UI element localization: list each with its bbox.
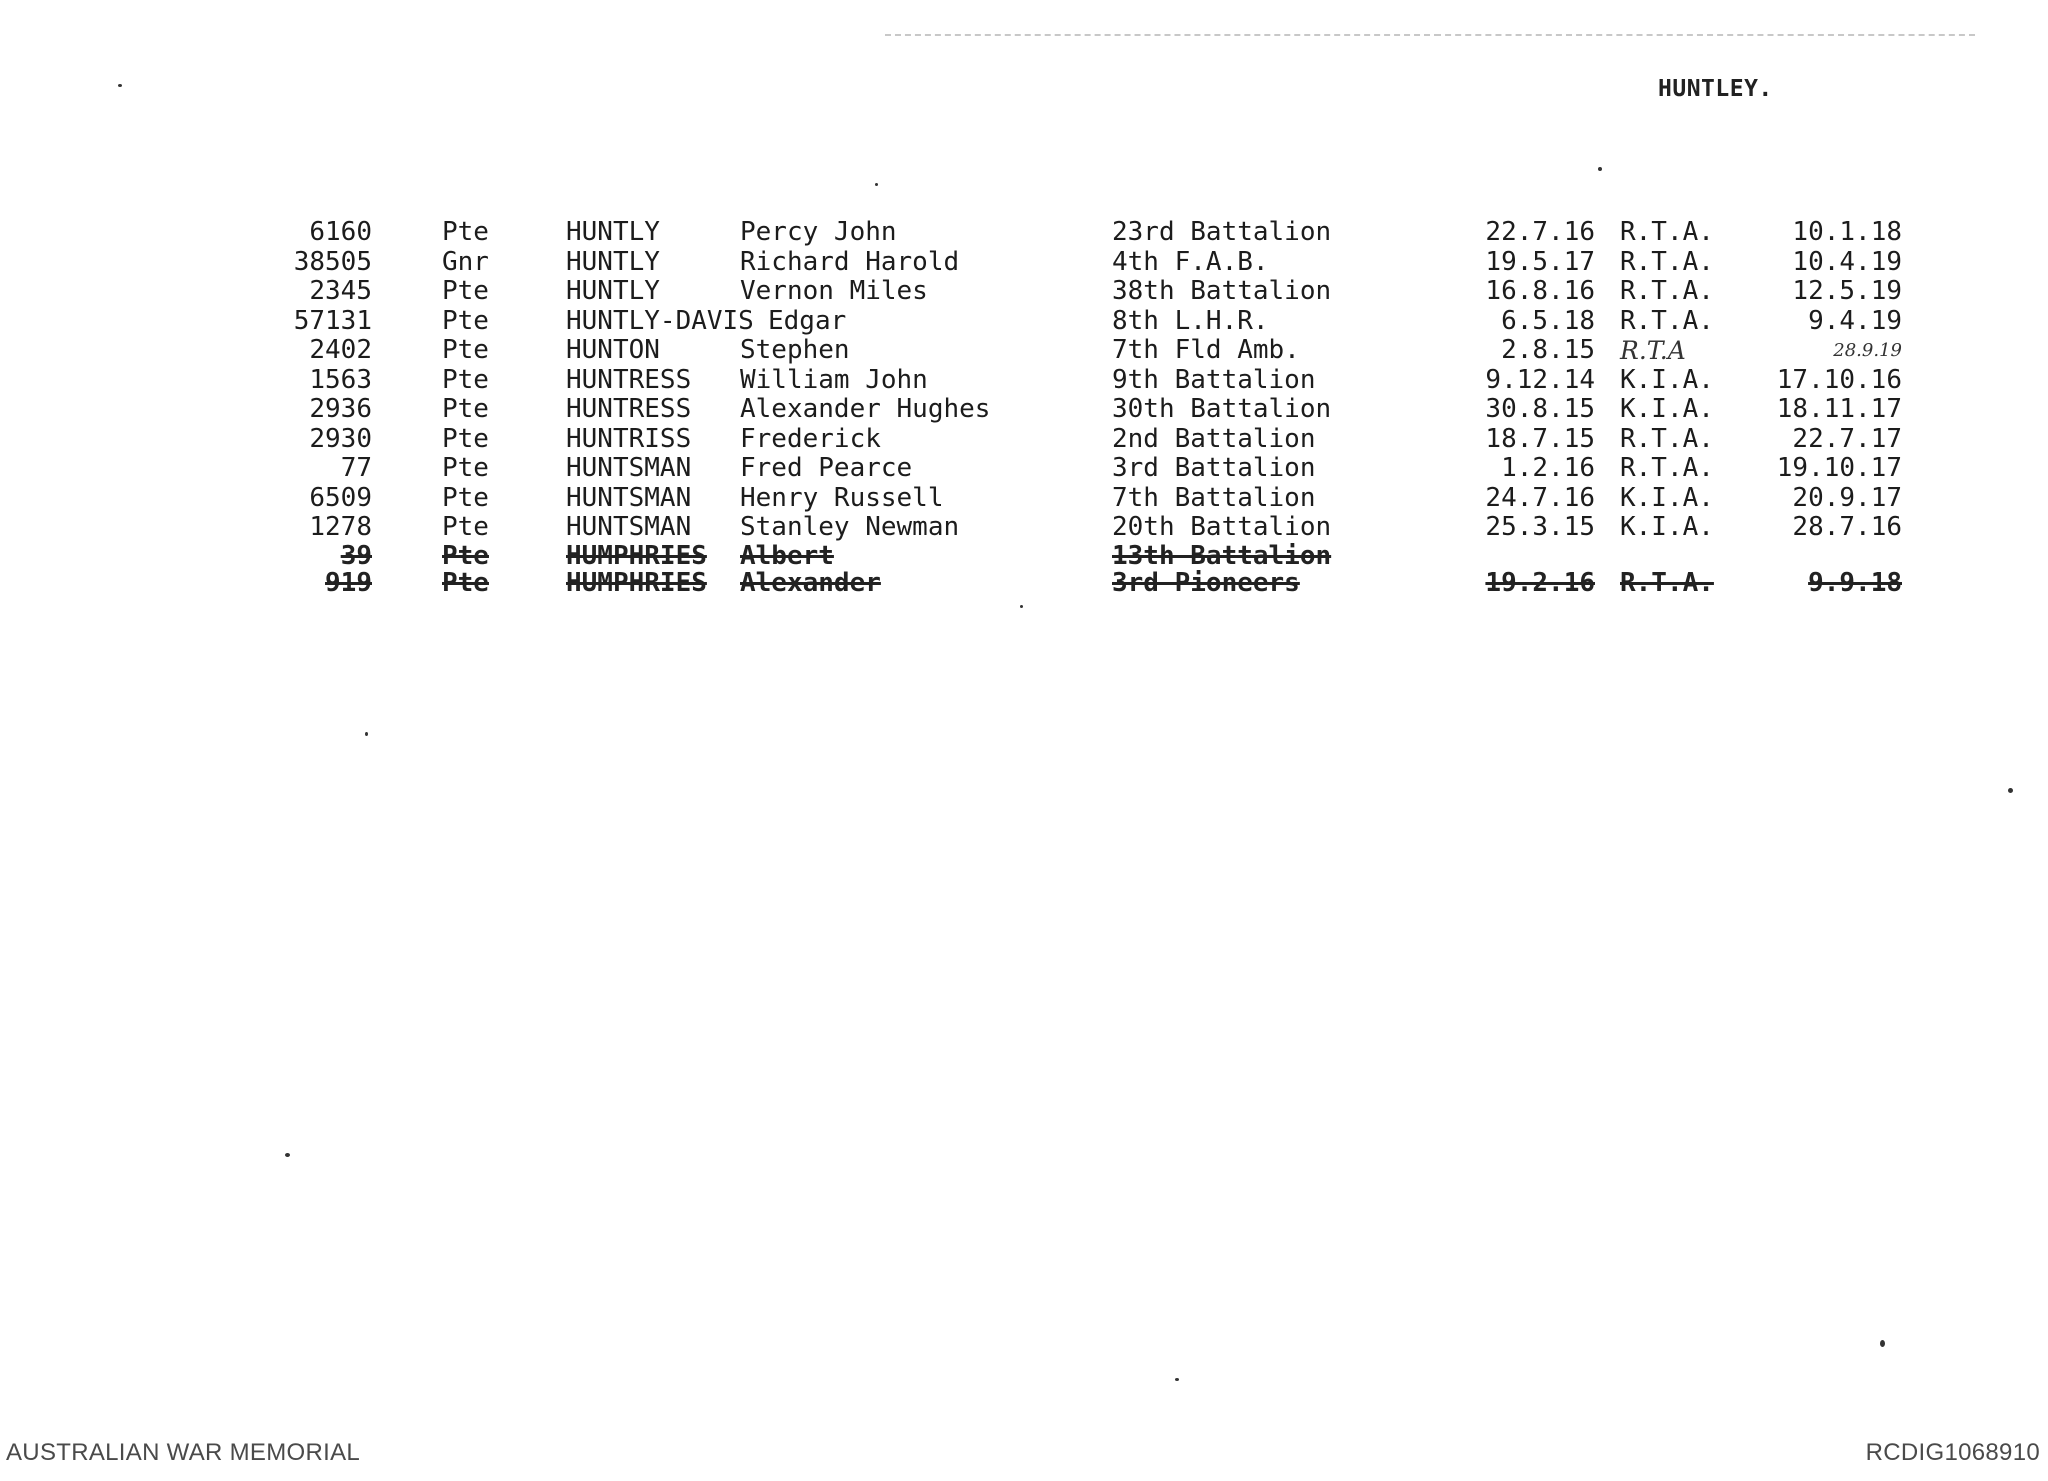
- fate: R.T.A.: [1620, 276, 1714, 306]
- fate: R.T.A.: [1620, 423, 1714, 454]
- fate-date: 9.9.18: [1808, 567, 1902, 598]
- service-number: 919: [325, 567, 372, 598]
- given-names: Frederick: [740, 423, 881, 454]
- service-number: 2930: [309, 423, 372, 454]
- fate-handwritten: R.T.A: [1620, 336, 1686, 365]
- fate: K.I.A.: [1620, 482, 1714, 513]
- surname: HUNTSMAN: [566, 453, 692, 483]
- scan-speck: [1880, 1340, 1885, 1347]
- surname: HUNTRESS: [566, 394, 692, 424]
- given-names: Edgar: [768, 305, 847, 336]
- rank: Pte: [442, 482, 489, 513]
- surname: HUNTLY: [566, 246, 660, 277]
- service-number: 1278: [309, 512, 372, 542]
- unit: 9th Battalion: [1112, 364, 1316, 395]
- service-number: 1563: [309, 364, 372, 395]
- rank: Pte: [442, 540, 489, 571]
- enlistment-date: 2.8.15: [1501, 335, 1595, 365]
- given-names: Henry Russell: [740, 482, 944, 513]
- scan-speck: [875, 183, 878, 186]
- scan-speck: [1020, 605, 1023, 608]
- fate: R.T.A.: [1620, 453, 1714, 483]
- unit: 20th Battalion: [1112, 512, 1332, 542]
- surname: HUNTRESS: [566, 364, 692, 395]
- given-names: Alexander Hughes: [740, 394, 991, 424]
- enlistment-date: 6.5.18: [1501, 305, 1595, 336]
- top-rule: [885, 34, 1440, 36]
- fate-date: 20.9.17: [1792, 482, 1902, 513]
- unit: 4th F.A.B.: [1112, 246, 1269, 277]
- page-heading: HUNTLEY.: [1658, 76, 1773, 102]
- unit: 13th Battalion: [1112, 540, 1332, 571]
- rank: Pte: [442, 453, 489, 483]
- fate: K.I.A.: [1620, 394, 1714, 424]
- given-names: William John: [740, 364, 928, 395]
- fate: K.I.A.: [1620, 364, 1714, 395]
- given-names: Percy John: [740, 217, 897, 247]
- unit: 8th L.H.R.: [1112, 305, 1269, 336]
- fate-date-handwritten: 28.9.19: [1833, 340, 1902, 361]
- fate-date: 10.1.18: [1792, 217, 1902, 247]
- service-number: 38505: [293, 246, 372, 277]
- given-names: Fred Pearce: [740, 453, 913, 483]
- enlistment-date: 24.7.16: [1485, 482, 1595, 513]
- scan-speck: [118, 84, 122, 87]
- given-names: Stephen: [740, 335, 850, 365]
- given-names: Alexander: [740, 567, 881, 598]
- unit: 2nd Battalion: [1112, 423, 1316, 454]
- scan-speck: [1598, 167, 1602, 171]
- rank: Pte: [442, 512, 489, 542]
- enlistment-date: 1.2.16: [1501, 453, 1595, 483]
- scan-speck: [2008, 788, 2013, 793]
- surname: HUNTRISS: [566, 423, 692, 454]
- top-rule: [1435, 34, 1975, 36]
- fate-date: 22.7.17: [1792, 423, 1902, 454]
- enlistment-date: 16.8.16: [1485, 276, 1595, 306]
- service-number: 6509: [309, 482, 372, 513]
- rank: Pte: [442, 217, 489, 247]
- unit: 3rd Battalion: [1112, 453, 1316, 483]
- given-names: Stanley Newman: [740, 512, 960, 542]
- surname: HUMPHRIES: [566, 567, 707, 598]
- scan-speck: [1175, 1378, 1179, 1381]
- rank: Pte: [442, 567, 489, 598]
- fate-date: 28.7.16: [1792, 512, 1902, 542]
- enlistment-date: 9.12.14: [1485, 364, 1595, 395]
- service-number: 39: [340, 540, 372, 571]
- fate-date: 9.4.19: [1808, 305, 1902, 336]
- given-names: Vernon Miles: [740, 276, 928, 306]
- scan-speck: [365, 732, 368, 736]
- surname: HUNTLY-DAVIS: [566, 305, 754, 336]
- fate: R.T.A.: [1620, 567, 1714, 598]
- unit: 30th Battalion: [1112, 394, 1332, 424]
- service-number: 2345: [309, 276, 372, 306]
- unit: 7th Battalion: [1112, 482, 1316, 513]
- archive-credit: AUSTRALIAN WAR MEMORIAL: [6, 1439, 361, 1466]
- unit: 38th Battalion: [1112, 276, 1332, 306]
- service-number: 2936: [309, 394, 372, 424]
- fate: R.T.A.: [1620, 246, 1714, 277]
- fate: R.T.A.: [1620, 305, 1714, 336]
- enlistment-date: 25.3.15: [1485, 512, 1595, 542]
- fate-date: 12.5.19: [1792, 276, 1902, 306]
- enlistment-date: 18.7.15: [1485, 423, 1595, 454]
- surname: HUNTON: [566, 335, 660, 365]
- rank: Gnr: [442, 246, 489, 277]
- fate-date: 10.4.19: [1792, 246, 1902, 277]
- service-number: 6160: [309, 217, 372, 247]
- unit: 3rd Pioneers: [1112, 567, 1300, 598]
- rank: Pte: [442, 335, 489, 365]
- fate-date: 18.11.17: [1776, 394, 1902, 424]
- enlistment-date: 22.7.16: [1485, 217, 1595, 247]
- rank: Pte: [442, 364, 489, 395]
- fate-date: 17.10.16: [1776, 364, 1902, 395]
- service-number: 77: [340, 453, 372, 483]
- surname: HUNTLY: [566, 276, 660, 306]
- unit: 23rd Battalion: [1112, 217, 1332, 247]
- fate-date: 19.10.17: [1776, 453, 1902, 483]
- rank: Pte: [442, 276, 489, 306]
- surname: HUNTLY: [566, 217, 660, 247]
- fate: R.T.A.: [1620, 217, 1714, 247]
- service-number: 2402: [309, 335, 372, 365]
- fate: K.I.A.: [1620, 512, 1714, 542]
- enlistment-date: 30.8.15: [1485, 394, 1595, 424]
- rank: Pte: [442, 394, 489, 424]
- enlistment-date: 19.5.17: [1485, 246, 1595, 277]
- enlistment-date: 19.2.16: [1485, 567, 1595, 598]
- given-names: Richard Harold: [740, 246, 960, 277]
- given-names: Albert: [740, 540, 834, 571]
- service-number: 57131: [293, 305, 372, 336]
- unit: 7th Fld Amb.: [1112, 335, 1300, 365]
- rank: Pte: [442, 423, 489, 454]
- surname: HUNTSMAN: [566, 482, 692, 513]
- surname: HUNTSMAN: [566, 512, 692, 542]
- scan-speck: [285, 1153, 290, 1157]
- archive-id: RCDIG1068910: [1865, 1439, 2040, 1466]
- surname: HUMPHRIES: [566, 540, 707, 571]
- rank: Pte: [442, 305, 489, 336]
